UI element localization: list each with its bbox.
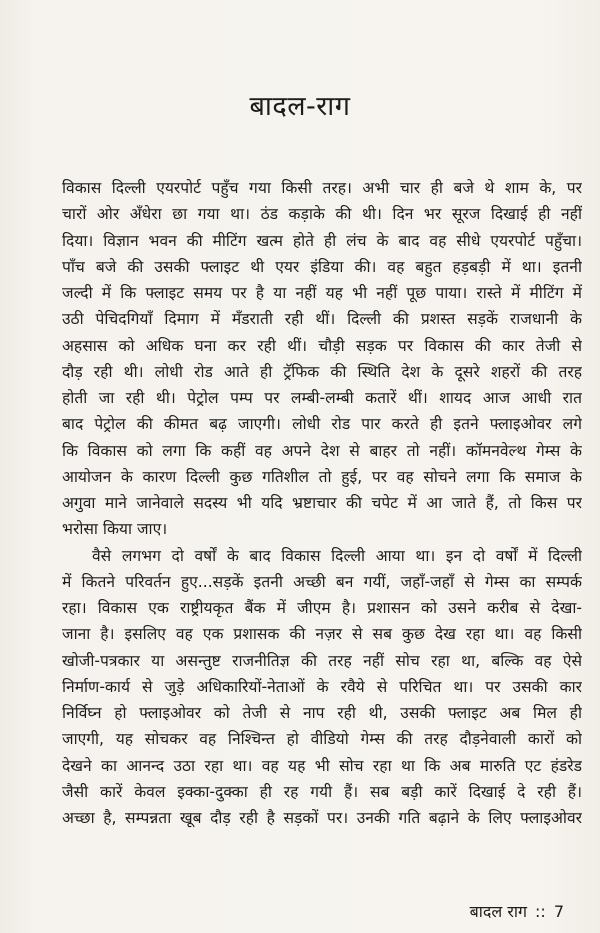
paragraph-2 [62, 543, 582, 832]
text-line: जैसी कारें केवल इक्का-दुक्का ही रह गयी हैं। सब बड़ी कारें दिखाई दे रही हैं। [62, 782, 582, 801]
text-line: रहा। विकास एक राष्ट्रीयकृत बैंक में जीएम है। प्रशासन को उसने करीब से देखा- [62, 599, 582, 617]
text-line: भरोसा किया जाए। [62, 520, 168, 539]
text-line: विकास दिल्ली एयरपोर्ट पहुँच गया किसी तरह। अभी चार ही बजे थे शाम के, पर [62, 179, 582, 197]
text-line: जाएगी, यह सोचकर वह निश्चिन्त हो वीडियो गेम्स की तरह दौड़नेवाली कारों को [62, 730, 582, 749]
text-line: अगुवा माने जानेवाले सदस्य भी यदि भ्रष्टाचार की चपेट में आ जाते हैं, तो किस पर [62, 494, 582, 512]
text-line: आयोजन के कारण दिल्ली कुछ गतिशील तो हुई, पर वह सोचने लगा कि समाज के [62, 467, 582, 486]
text-line: होती जा रही थी। पेट्रोल पम्प पर लम्बी-लम्बी कतारें थीं। शायद आज आधी रात [62, 389, 582, 407]
text-line: चारों ओर अँधेरा छा गया था। ठंड कड़ाके की थी। दिन भर सूरज दिखाई ही नहीं [62, 205, 582, 224]
text-line: देखने का आनन्द उठा रहा था। वह यह भी सोच रहा था कि अब मारुति एट हंडरेड [62, 756, 582, 775]
text-line: निर्विघ्न हो फ्लाइओवर को तेजी से नाप रही थी, उसकी फ्लाइट अब मिल ही [62, 704, 582, 722]
text-line: दौड़ रही थी। लोधी रोड आते ही ट्रॅफिक की स्थिति देश के दूसरे शहरों की तरह [62, 362, 582, 381]
footer-section-title: बादल राग [469, 902, 528, 921]
text-line: वैसे लगभग दो वर्षों के बाद विकास दिल्ली आया था। इन दो वर्षों में दिल्ली [92, 546, 582, 565]
text-line: अहसास को अधिक घना कर रही थीं। चौड़ी सड़क पर विकास की कार तेजी से [62, 336, 582, 355]
text-line: उठी पेचिदगियाँ दिमाग में मँडराती रही थीं। दिल्ली की प्रशस्त सड़कें राजधानी के [62, 310, 582, 329]
text-line: अच्छा है, सम्पन्नता खूब दौड़ रही है सड़कों पर। उनकी गति बढ़ाने के लिए फ्लाइओवर [62, 809, 582, 827]
text-line: निर्माण-कार्य से जुड़े अधिकारियों-नेताओं के रवैये से परिचित था। पर उसकी कार [62, 677, 582, 696]
text-line: में कितने परिवर्तन हुए...सड़कें इतनी अच्छी बन गयीं, जहाँ-जहाँ से गेम्स का सम्पर्क [62, 572, 582, 591]
chapter-title: बादल-राग [249, 91, 351, 122]
text-line: जाना है। इसलिए वह एक प्रशासक की नज़र से सब कुछ देख रहा था। वह किसी [62, 625, 582, 644]
page-number: 7 [553, 902, 564, 921]
text-line: पाँच बजे की उसकी फ्लाइट थी एयर इंडिया की। वह बहुत हड़बड़ी में था। इतनी [62, 257, 582, 276]
body-text [62, 175, 582, 831]
text-line: कि विकास को लगा कि कहीं वह अपने देश से बाहर तो नहीं। कॉमनवेल्थ गेम्स के [62, 441, 582, 460]
text-line: बाद पेट्रोल की कीमत बढ़ जाएगी। लोधी रोड पार करते ही इतने फ्लाइओवर लगे [62, 415, 582, 434]
page-footer [470, 900, 564, 922]
footer-separator: :: [535, 902, 546, 921]
text-line: जल्दी में कि फ्लाइट समय पर है या नहीं यह भी नहीं पूछ पाया। रास्ते में मीटिंग में [62, 284, 582, 302]
paragraph-1 [62, 175, 582, 543]
text-line: दिया। विज्ञान भवन की मीटिंग खत्म होते ही लंच के बाद वह सीधे एयरपोर्ट पहुँचा। [62, 231, 582, 250]
text-line: खोजी-पत्रकार या असन्तुष्ट राजनीतिज्ञ की तरह नहीं सोच रहा था, बल्कि वह ऐसे [62, 651, 582, 670]
